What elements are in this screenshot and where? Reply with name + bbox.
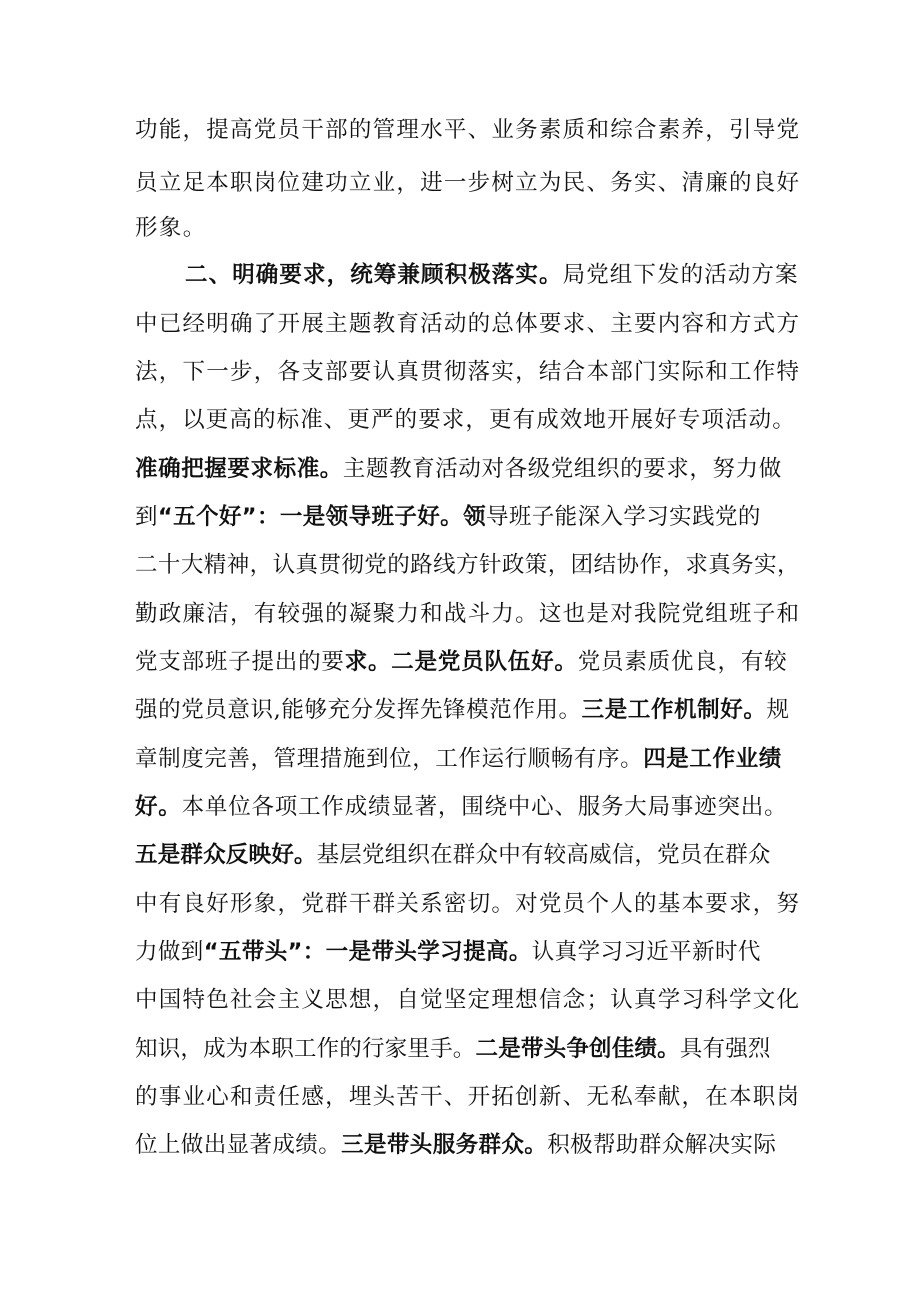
text-line	[135, 1029, 771, 1069]
text-segment: 力做到	[135, 939, 204, 965]
text-line	[135, 545, 800, 585]
text-segment: 知识，成为本职工作的行家里手。	[135, 1036, 476, 1062]
text-segment: 到	[135, 504, 158, 530]
text-segment: 二十大精神，认真贯彻党的路线方针政策，团结协作，求真务实，	[135, 552, 800, 578]
text-segment: 章制度完善，管理措施到位，工作运行顺畅有序。	[135, 746, 644, 772]
text-line	[135, 884, 800, 924]
text-segment: 勤政廉洁，有较强的凝聚力和战斗力。这也是对我院党组班子和	[135, 601, 801, 627]
text-segment: 功能，提高党员干部的管理水平、业务素质和综合素养，引导党	[135, 117, 801, 143]
bold-text-segment: 二、明确要求，统筹兼顾积极落实。	[185, 262, 563, 288]
heading-line	[185, 255, 799, 295]
text-line	[135, 1077, 800, 1117]
text-line	[135, 304, 800, 344]
text-line	[135, 980, 800, 1020]
text-segment: 形象。	[135, 215, 207, 241]
text-line	[135, 163, 800, 203]
text-segment: 中已经明确了开展主题教育活动的总体要求、主要内容和方式方	[135, 311, 801, 337]
bold-text-segment: 二是带头争创佳绩。	[475, 1036, 680, 1062]
text-segment: 法，下一步，各支部要认真贯彻落实，结合本部门实际和工作特	[135, 359, 801, 385]
text-line	[135, 400, 796, 440]
bold-text-segment: 求。二是党员队伍好。	[344, 649, 578, 675]
text-segment: 规	[766, 697, 790, 723]
text-segment: 导班子能深入学习实践党的	[485, 504, 761, 530]
text-segment: 中有良好形象，党群干群关系密切。对党员个人的基本要求，努	[135, 891, 801, 917]
text-segment: 位上做出显著成绩。	[135, 1132, 342, 1158]
text-line	[135, 497, 761, 537]
text-segment: 党员素质优良，有较	[577, 649, 788, 675]
text-line	[135, 1125, 776, 1165]
text-line	[135, 739, 782, 779]
bold-text-segment: “五个好”：一是领导班子好。领	[157, 504, 486, 530]
text-segment: 主题教育活动对各级党组织的要求，努力做	[342, 456, 782, 482]
text-line	[135, 110, 800, 150]
bold-text-segment: 准确把握要求标准。	[135, 456, 343, 482]
text-line	[135, 690, 790, 730]
text-segment: 党支部班子提出的要	[135, 649, 345, 675]
text-segment: 点，以更高的标准、更严的要求，更有成效地开展好专项活动。	[135, 407, 796, 433]
text-line	[135, 594, 800, 634]
text-segment: 强的党员意识,能够充分发挥先锋模范作用。	[135, 697, 582, 723]
text-line	[135, 642, 787, 682]
text-segment: 局党组下发的活动方案	[562, 262, 799, 288]
text-segment: 员立足本职岗位建功立业，进一步树立为民、务实、清廉的良好	[135, 170, 801, 196]
text-line	[135, 835, 771, 875]
text-line	[135, 449, 782, 489]
bold-text-segment: 三是带头服务群众。	[341, 1132, 548, 1158]
text-segment: 的事业心和责任感，埋头苦干、开拓创新、无私奉献，在本职岗	[135, 1084, 801, 1110]
text-line	[135, 208, 207, 248]
bold-text-segment: 四是工作业绩	[643, 746, 782, 772]
text-segment: 本单位各项工作成绩显著，围绕中心、服务大局事迹突出。	[181, 794, 788, 820]
text-segment: 认真学习习近平新时代	[531, 939, 761, 965]
bold-text-segment: “五带头”：一是带头学习提高。	[203, 939, 532, 965]
text-line	[135, 352, 800, 392]
text-segment: 积极帮助群众解决实际	[547, 1132, 777, 1158]
text-segment: 具有强烈	[679, 1036, 771, 1062]
bold-text-segment: 五是群众反映好。	[135, 842, 317, 868]
bold-text-segment: 三是工作机制好。	[581, 697, 767, 723]
text-line	[135, 932, 761, 972]
text-line	[135, 787, 787, 827]
text-segment: 基层党组织在群众中有较高威信，党员在群众	[316, 842, 771, 868]
text-segment: 中国特色社会主义思想，自觉坚定理想信念；认真学习科学文化	[135, 987, 801, 1013]
bold-text-segment: 好。	[135, 794, 182, 820]
